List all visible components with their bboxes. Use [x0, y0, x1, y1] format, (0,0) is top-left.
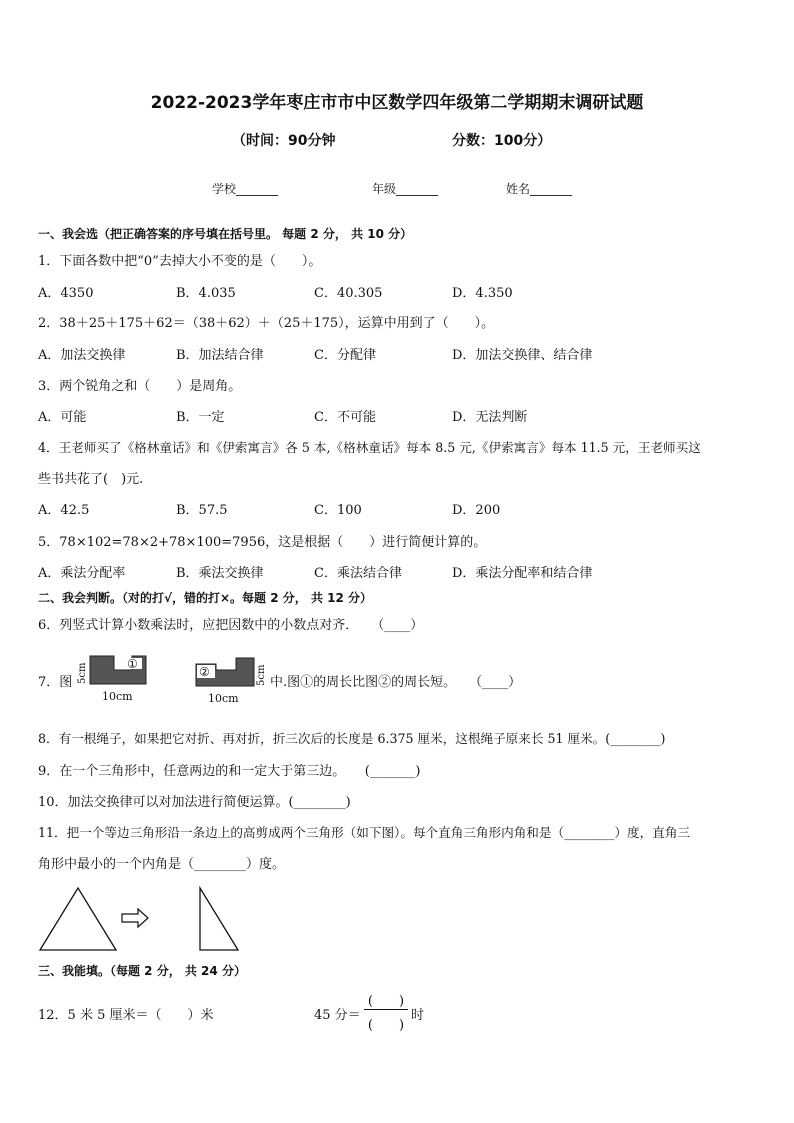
q7-prefix: 7．图 — [38, 675, 73, 690]
right-arrow-icon — [122, 909, 148, 927]
q1-option-a: A．4350 — [38, 286, 94, 301]
q12-part-b-suffix: 时 — [411, 1008, 425, 1023]
q9-text: 9．在一个三角形中，任意两边的和一定大于第三边。 (_______) — [38, 764, 421, 779]
q8-text: 8．有一根绳子，如果把它对折、再对折，折三次后的长度是 6.375 厘米，这根绳子原来长 51 厘米。(________) — [38, 731, 666, 746]
figure-1 — [74, 652, 152, 708]
q5-option-d: D．乘法分配率和结合律 — [452, 566, 593, 581]
q4-option-d: D．200 — [452, 503, 501, 518]
q6-text: 6．列竖式计算小数乘法时，应把因数中的小数点对齐． （____） — [38, 618, 424, 633]
fraction-bar — [364, 1009, 408, 1010]
q5-text: 5．78×102=78×2+78×100=7956，这是根据（ ）进行简便计算的。 — [38, 535, 487, 550]
q11-figure — [36, 884, 246, 954]
q4-option-a: A．42.5 — [38, 503, 90, 518]
q3-text: 3．两个锐角之和（ ）是周角。 — [38, 379, 242, 394]
page-title: 2022-2023学年枣庄市市中区数学四年级第二学期期末调研试题 — [150, 93, 644, 113]
q3-option-a: A．可能 — [38, 410, 87, 425]
q4-option-c: C．100 — [314, 503, 362, 518]
q4-option-b: B．57.5 — [176, 503, 228, 518]
section2-heading: 二、我会判断。（对的打√，错的打×。每题 2 分， 共 12 分） — [38, 591, 372, 605]
q1-option-b: B．4.035 — [176, 286, 236, 301]
figure-2-number: ② — [199, 665, 210, 679]
q3-option-d: D．无法判断 — [452, 410, 528, 425]
q2-option-c: C．分配律 — [314, 348, 376, 363]
q12-part-a: 12．5 米 5 厘米＝（ ）米 — [38, 1008, 214, 1023]
q11-text-line2: 角形中最小的一个内角是（________）度。 — [38, 857, 286, 872]
q12-part-b-prefix: 45 分＝ — [314, 1008, 361, 1023]
figure-2-width-label: 10cm — [208, 692, 239, 705]
school-field: 学校_______ — [212, 182, 279, 196]
figure-2-height-label: 5cm — [256, 664, 267, 686]
exam-time: （时间：90分钟 — [232, 133, 336, 149]
equilateral-triangle — [40, 888, 116, 950]
grade-field: 年级_______ — [372, 182, 439, 196]
q2-option-a: A．加法交换律 — [38, 348, 126, 363]
q1-text: 1．下面各数中把“0”去掉大小不变的是（ ）。 — [38, 254, 322, 269]
q4-text-line2: 些书共花了( )元. — [38, 472, 144, 487]
figure-1-height-label: 5cm — [77, 662, 88, 684]
q1-option-d: D．4.350 — [452, 286, 513, 301]
figure-1-width-label: 10cm — [102, 690, 133, 703]
section1-heading: 一、我会选（把正确答案的序号填在括号里。 每题 2 分， 共 10 分） — [38, 227, 413, 241]
fraction-numerator: ( ) — [367, 994, 405, 1009]
q5-option-b: B．乘法交换律 — [176, 566, 264, 581]
q2-text: 2．38＋25＋175＋62＝（38＋62）＋（25＋175），运算中用到了（ ）。 — [38, 316, 495, 331]
figure-1-number: ① — [127, 657, 138, 671]
q5-option-a: A．乘法分配率 — [38, 566, 126, 581]
q5-option-c: C．乘法结合律 — [314, 566, 402, 581]
exam-score: 分数：100分） — [452, 133, 552, 149]
q3-option-c: C．不可能 — [314, 410, 376, 425]
fraction-denominator: ( ) — [367, 1018, 405, 1033]
figure-2 — [190, 652, 270, 708]
right-triangle — [200, 888, 238, 950]
q3-option-b: B．一定 — [176, 410, 225, 425]
q2-option-d: D．加法交换律、结合律 — [452, 348, 593, 363]
q4-text: 4．王老师买了《格林童话》和《伊索寓言》各 5 本,《格林童话》每本 8.5 元,《伊索寓言》每本 11.5 元，王老师买这 — [38, 440, 701, 455]
q7-suffix: 中.图①的周长比图②的周长短。 （____） — [270, 675, 522, 690]
name-field: 姓名_______ — [506, 182, 573, 196]
q10-text: 10．加法交换律可以对加法进行简便运算。(________) — [38, 795, 351, 810]
q2-option-b: B．加法结合律 — [176, 348, 264, 363]
q1-option-c: C．40.305 — [314, 286, 383, 301]
section3-heading: 三、我能填。（每题 2 分， 共 24 分） — [38, 964, 246, 978]
q11-text-line1: 11．把一个等边三角形沿一条边上的高剪成两个三角形（如下图）。每个直角三角形内角和是（________）度，直角三 — [38, 825, 691, 840]
